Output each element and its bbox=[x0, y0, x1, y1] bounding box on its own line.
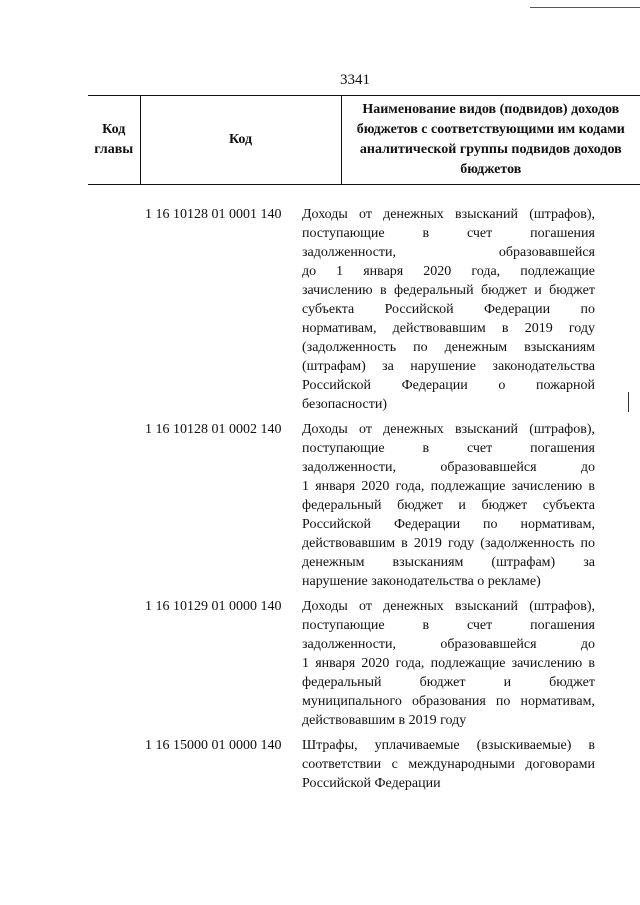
table-row bbox=[0, 205, 640, 414]
description-line: денежным взысканиям (штрафам) за bbox=[302, 555, 595, 570]
description-line: 1 января 2020 года, подлежащие зачислению в bbox=[302, 479, 595, 494]
revenue-description bbox=[302, 205, 595, 414]
description-line: действовавшим в 2019 году bbox=[302, 713, 467, 728]
description-line: до 1 января 2020 года, подлежащие bbox=[302, 264, 595, 279]
description-line: задолженности, образовавшейся до bbox=[302, 460, 595, 475]
description-line: муниципального образования по нормативам, bbox=[302, 694, 595, 709]
revenue-description bbox=[302, 736, 595, 793]
description-line: поступающие в счет погашения bbox=[302, 618, 595, 633]
description-line: федеральный бюджет и бюджет субъекта bbox=[302, 498, 595, 513]
header-row bbox=[88, 96, 640, 185]
description-line: Доходы от денежных взысканий (штрафов), bbox=[302, 422, 595, 437]
description-line: федеральный бюджет и бюджет bbox=[302, 675, 595, 690]
table-row bbox=[0, 736, 640, 793]
scan-edge-line bbox=[530, 7, 640, 8]
description-line: поступающие в счет погашения bbox=[302, 226, 595, 241]
description-line: (штрафам) за нарушение законодательства bbox=[302, 359, 595, 374]
description-line: Российской Федерации bbox=[302, 776, 441, 791]
header-name-line: бюджетов с соответствующими им кодами bbox=[356, 122, 625, 137]
revenue-code: 1 16 10128 01 0001 140 bbox=[145, 207, 282, 222]
header-name bbox=[341, 96, 640, 185]
table-row bbox=[0, 420, 640, 591]
header-chapter-code bbox=[88, 96, 140, 185]
header-table bbox=[88, 95, 640, 185]
description-line: задолженности, образовавшейся bbox=[302, 245, 595, 260]
description-line: субъекта Российской Федерации по bbox=[302, 302, 595, 317]
description-line: нарушение законодательства о рекламе) bbox=[302, 574, 541, 589]
description-line: действовавшим в 2019 году (задолженность по bbox=[302, 536, 595, 551]
description-line: соответствии с международными договорами bbox=[302, 757, 595, 772]
revenue-description bbox=[302, 420, 595, 591]
page-number: 3341 bbox=[340, 72, 370, 88]
description-line: Доходы от денежных взысканий (штрафов), bbox=[302, 599, 595, 614]
header-chapter-code-line: главы bbox=[94, 142, 134, 157]
description-line: Штрафы, уплачиваемые (взыскиваемые) в bbox=[302, 738, 595, 753]
description-line: Российской Федерации по нормативам, bbox=[302, 517, 595, 532]
header-code: Код bbox=[140, 96, 341, 185]
revenue-code: 1 16 10129 01 0000 140 bbox=[145, 599, 282, 614]
description-line: безопасности) bbox=[302, 397, 388, 412]
scan-margin-mark bbox=[628, 392, 629, 412]
description-line: нормативам, действовавшим в 2019 году bbox=[302, 321, 595, 336]
table-row bbox=[0, 597, 640, 730]
revenue-code: 1 16 15000 01 0000 140 bbox=[145, 738, 282, 753]
header-chapter-code-line: Код bbox=[102, 122, 126, 137]
description-line: Доходы от денежных взысканий (штрафов), bbox=[302, 207, 595, 222]
revenue-rows bbox=[0, 205, 640, 799]
header-name-line: Наименование видов (подвидов) доходов bbox=[362, 102, 620, 117]
revenue-description bbox=[302, 597, 595, 730]
description-line: 1 января 2020 года, подлежащие зачислению в bbox=[302, 656, 595, 671]
header-name-line: бюджетов bbox=[460, 162, 522, 177]
description-line: зачислению в федеральный бюджет и бюджет bbox=[302, 283, 595, 298]
description-line: задолженности, образовавшейся до bbox=[302, 637, 595, 652]
header-name-line: аналитической группы подвидов доходов bbox=[359, 142, 622, 157]
description-line: Российской Федерации о пожарной bbox=[302, 378, 595, 393]
revenue-code: 1 16 10128 01 0002 140 bbox=[145, 422, 282, 437]
description-line: поступающие в счет погашения bbox=[302, 441, 595, 456]
description-line: (задолженность по денежным взысканиям bbox=[302, 340, 595, 355]
